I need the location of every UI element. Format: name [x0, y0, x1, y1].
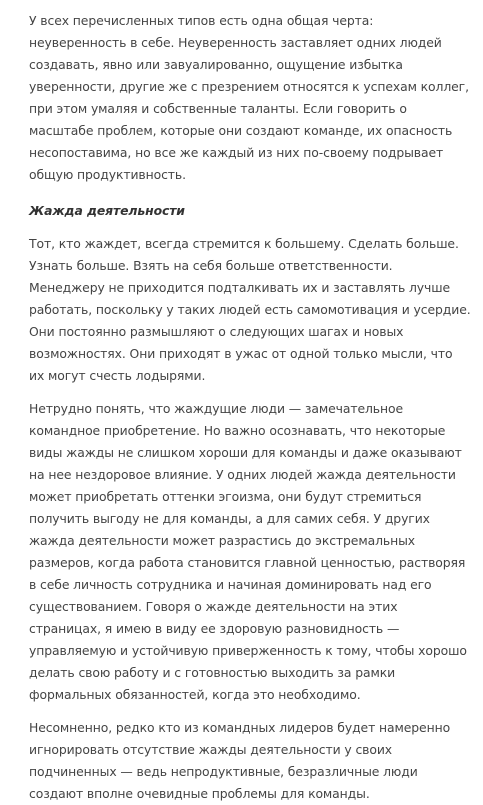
paragraph-hunger-conclusion: Несомненно, редко кто из командных лидеров будет намеренно игнорировать отсутствие жажды деятельности у своих подчиненных — ведь непродуктивные, безразличные люди создают вполне очевидные проблемы для команды.: [29, 720, 451, 801]
paragraph-insecurity: У всех перечисленных типов есть одна общая черта: неуверенность в себе. Неуверенность заставляет одних людей создавать, явно или завуалированно, ощущение избытка уверенности, другие же с презрением относятся к успехам коллег, при этом умаляя и собственные таланты. Если говорить о масштабе проблем, которые они создают команде, их опасность несопоставима, но все же каждый из них по-своему подрывает общую продуктивность.: [29, 13, 469, 182]
paragraph-hunger-kinds: Нетрудно понять, что жаждущие люди — замечательное командное приобретение. Но важно осознавать, что некоторые виды жажды не слишком хороши для команды и даже оказывают на нее нездоровое влияние. У одних людей жажда деятельности может приобретать оттенки эгоизма, они будут стремиться получить выгоду не для команды, а для самих себя. У других жажда деятельности может разрастись до экстремальных размеров, когда работа становится главной ценностью, растворяя в себе личность сотрудника и начиная доминировать над его существованием. Говоря о жажде деятельности на этих страницах, я имею в виду ее здоровую разновидность — управляемую и устойчивую приверженность к тому, чтобы хорошо делать свою работу и с готовностью выходить за рамки формальных обязанностей, когда это необходимо.: [29, 401, 467, 702]
paragraph-hunger-definition: Тот, кто жаждет, всегда стремится к большему. Сделать больше. Узнать больше. Взять на себя больше ответственности. Менеджеру не приходится подталкивать их и заставлять лучше работать, поскольку у таких людей есть самомотивация и усердие. Они постоянно размышляют о следующих шагах и новых возможностях. Они приходят в ужас от одной только мысли, что их могут счесть лодырями.: [29, 236, 471, 383]
section-heading-hunger: Жажда деятельности: [29, 203, 185, 218]
